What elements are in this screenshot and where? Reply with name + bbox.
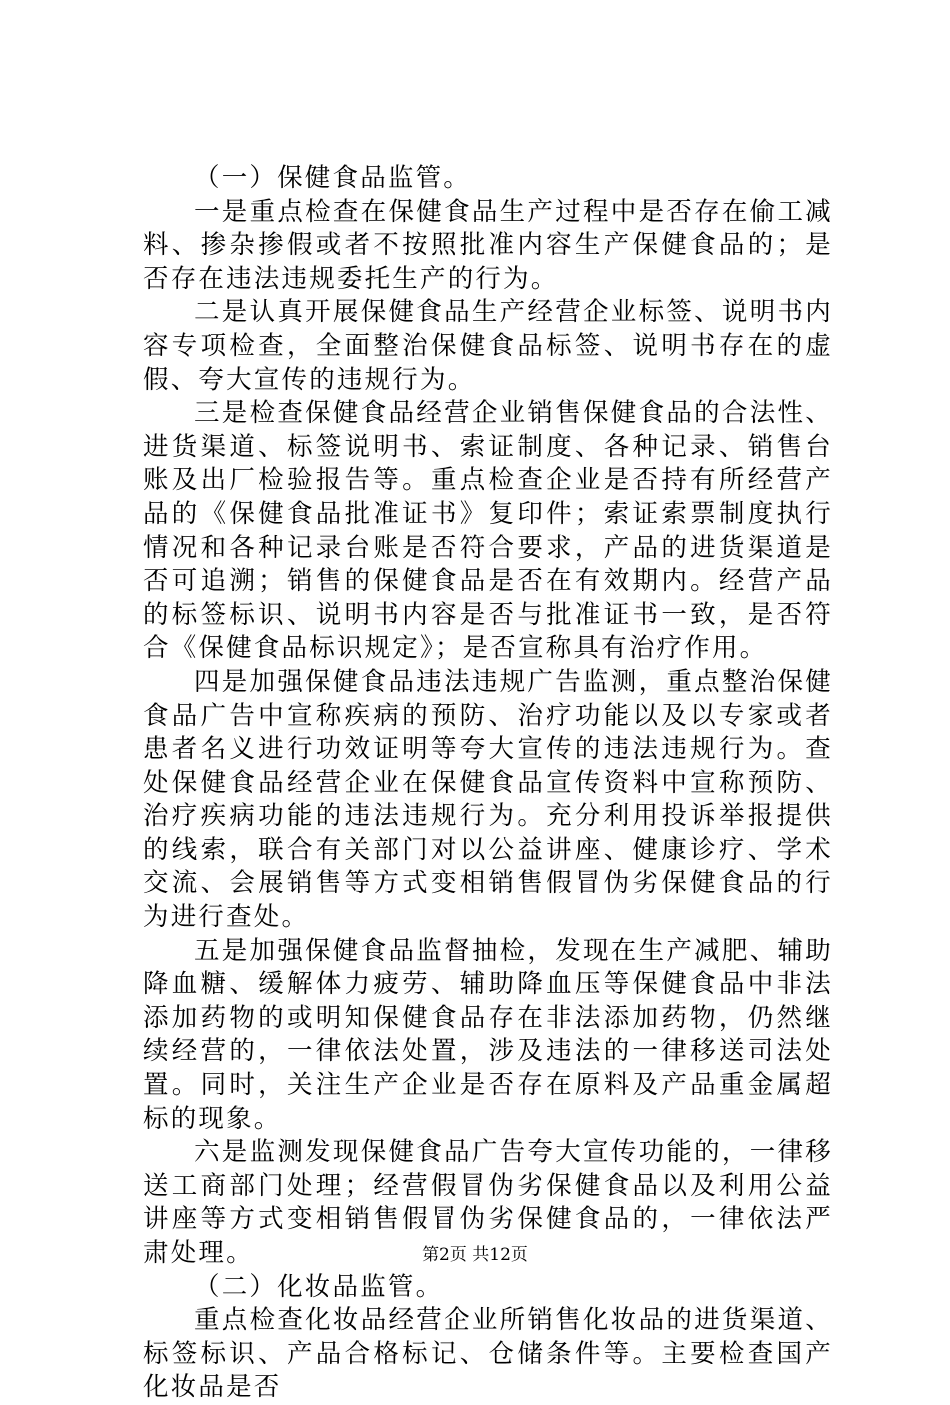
paragraph-item-5: 五是加强保健食品监督抽检，发现在生产减肥、辅助降血糖、缓解体力疲劳、辅助降血压等保健食品中非法添加药物的或明知保健食品存在非法添加药物，仍然继续经营的，一律依法处置，涉及违法的一律移送司法处置。同时，关注生产企业是否存在原料及产品重金属超标的现象。: [143, 935, 833, 1134]
paragraph-item-4: 四是加强保健食品违法违规广告监测，重点整治保健食品广告中宣称疾病的预防、治疗功能以及以专家或者患者名义进行功效证明等夸大宣传的违法违规行为。查处保健食品经营企业在保健食品宣传资料中宣称预防、治疗疾病功能的违法违规行为。充分利用投诉举报提供的线索，联合有关部门对以公益讲座、健康诊疗、学术交流、会展销售等方式变相销售假冒伪劣保健食品的行为进行查处。: [143, 666, 833, 933]
paragraph-item-3: 三是检查保健食品经营企业销售保健食品的合法性、进货渠道、标签说明书、索证制度、各种记录、销售台账及出厂检验报告等。重点检查企业是否持有所经营产品的《保健食品批准证书》复印件；索证索票制度执行情况和各种记录台账是否符合要求，产品的进货渠道是否可追溯；销售的保健食品是否在有效期内。经营产品的标签标识、说明书内容是否与批准证书一致，是否符合《保健食品标识规定》；是否宣称具有治疗作用。: [143, 398, 833, 664]
page-number-footer: 第2页 共12页: [422, 1245, 528, 1265]
paragraph-item-1: 一是重点检查在保健食品生产过程中是否存在偷工减料、掺杂掺假或者不按照批准内容生产保健食品的；是否存在违法违规委托生产的行为。: [143, 196, 833, 294]
document-body: [143, 162, 833, 1405]
section-heading-health-food: （一）保健食品监管。: [194, 163, 472, 193]
paragraph-item-6: 六是监测发现保健食品广告夸大宣传功能的，一律移送工商部门处理；经营假冒伪劣保健食品以及利用公益讲座等方式变相销售假冒伪劣保健食品的，一律依法严肃处理。: [143, 1137, 833, 1268]
section-heading-cosmetics: （二）化妆品监管。: [194, 1271, 444, 1302]
paragraph-cosmetics-inspection: 重点检查化妆品经营企业所销售化妆品的进货渠道、标签标识、产品合格标记、仓储条件等。主要检查国产化妆品是否: [143, 1305, 833, 1403]
paragraph-item-2: 二是认真开展保健食品生产经营企业标签、说明书内容专项检查，全面整治保健食品标签、说明书存在的虚假、夸大宣传的违规行为。: [143, 297, 833, 395]
